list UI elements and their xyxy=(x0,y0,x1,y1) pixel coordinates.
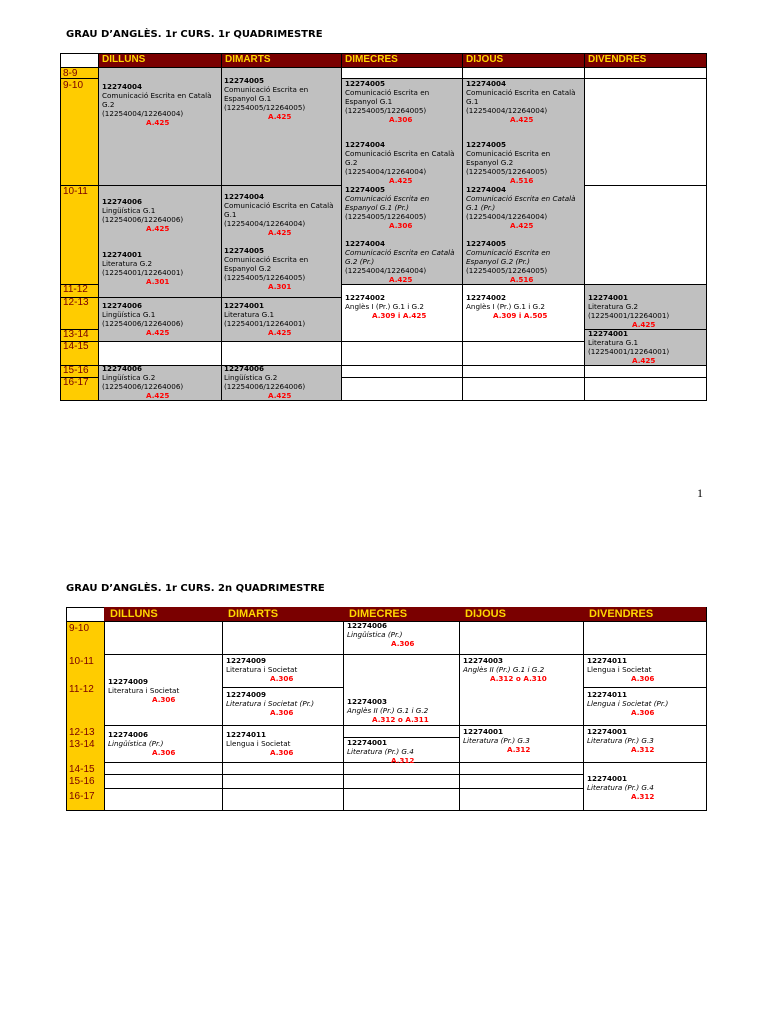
room-label: A.425 xyxy=(146,224,170,233)
day-header-dimarts: DIMARTS xyxy=(222,607,343,621)
course-name: Literatura (Pr.) G.3 xyxy=(463,736,530,745)
course-name: Lingüística G.2 xyxy=(102,373,156,382)
class-entry xyxy=(224,301,305,337)
time-slot: 15-16 xyxy=(63,365,89,376)
course-name: Literatura G.2 xyxy=(588,302,639,311)
course-name: Anglès I (Pr.) G.1 i G.2 xyxy=(345,302,424,311)
class-entry xyxy=(466,185,576,230)
room-label: A.312 o A.311 xyxy=(372,715,429,724)
class-entry xyxy=(108,730,175,757)
time-slot: 9-10 xyxy=(69,623,90,634)
class-entry xyxy=(463,656,547,683)
course-name: Literatura (Pr.) G.4 xyxy=(587,783,654,792)
course-code: 12274004 xyxy=(466,185,507,194)
course-code: 12274005 xyxy=(224,76,265,85)
time-slot: 10-11 xyxy=(69,656,94,667)
class-entry xyxy=(466,79,576,124)
room-label: A.516 xyxy=(510,275,534,284)
course-code: 12274006 xyxy=(347,621,388,630)
room-label: A.425 xyxy=(146,391,170,400)
room-label: A.306 xyxy=(270,748,294,757)
course-name: Llengua i Societat (Pr.) xyxy=(587,699,669,708)
room-label: A.425 xyxy=(146,118,170,127)
room-label: A.301 xyxy=(268,282,292,291)
course-name: Comunicació Escrita en Català xyxy=(224,201,334,210)
course-code: 12274006 xyxy=(108,730,149,739)
room-label: A.312 o A.310 xyxy=(490,674,547,683)
course-name: Comunicació Escrita en xyxy=(345,194,430,203)
course-code: 12274001 xyxy=(588,293,629,302)
room-label: A.306 xyxy=(631,674,655,683)
class-entry xyxy=(587,656,654,683)
course-ids: (12254001/12264001) xyxy=(588,311,670,320)
course-code: 12274001 xyxy=(588,329,629,338)
day-header-dimarts: DIMARTS xyxy=(221,53,341,67)
course-ids: (12254005/12264005) xyxy=(224,273,306,282)
room-label: A.425 xyxy=(146,328,170,337)
course-name: Literatura G.2 xyxy=(102,259,153,268)
course-code: 12274006 xyxy=(102,364,143,373)
course-name: Lingüística G.1 xyxy=(102,206,156,215)
course-name: Comunicació Escrita en Català xyxy=(466,194,576,203)
class-entry xyxy=(345,293,426,320)
course-name: Literatura i Societat xyxy=(108,686,180,695)
course-ids: (12254006/12264006) xyxy=(102,215,184,224)
time-slot: 16-17 xyxy=(69,791,95,802)
course-group: Espanyol G.2 (Pr.) xyxy=(466,257,530,266)
day-header-dijous: DIJOUS xyxy=(462,53,584,67)
class-entry xyxy=(587,774,654,801)
day-header-dimecres: DIMECRES xyxy=(343,607,459,621)
class-entry xyxy=(102,82,212,127)
course-code: 12274004 xyxy=(224,192,265,201)
room-label: A.306 xyxy=(389,221,413,230)
course-name: Comunicació Escrita en xyxy=(345,88,430,97)
course-name: Literatura i Societat xyxy=(226,665,298,674)
class-entry xyxy=(466,293,547,320)
room-label: A.312 xyxy=(631,745,655,754)
room-label: A.309 i A.425 xyxy=(372,311,427,320)
room-label: A.306 xyxy=(152,695,176,704)
course-name: Comunicació Escrita en xyxy=(466,149,551,158)
class-entry xyxy=(224,246,308,291)
course-name: Literatura (Pr.) G.3 xyxy=(587,736,654,745)
course-code: 12274001 xyxy=(463,727,504,736)
course-group: G.1 xyxy=(466,97,479,106)
course-code: 12274005 xyxy=(345,79,386,88)
course-code: 12274005 xyxy=(466,140,507,149)
course-code: 12274009 xyxy=(226,690,267,699)
course-name: Comunicació Escrita en Català xyxy=(102,91,212,100)
course-code: 12274002 xyxy=(345,293,386,302)
day-header-dilluns: DILLUNS xyxy=(98,53,221,67)
course-name: Comunicació Escrita en Català xyxy=(345,149,455,158)
course-code: 12274003 xyxy=(463,656,504,665)
course-name: Literatura i Societat (Pr.) xyxy=(226,699,315,708)
course-group: G.1 (Pr.) xyxy=(466,203,496,212)
class-entry xyxy=(466,140,550,185)
course-name: Anglès II (Pr.) G.1 i G.2 xyxy=(463,665,545,674)
class-entry xyxy=(347,621,414,648)
course-group: Espanyol G.2 xyxy=(466,158,514,167)
course-code: 12274006 xyxy=(224,364,265,373)
day-header-divendres: DIVENDRES xyxy=(584,53,706,67)
class-entry xyxy=(587,690,668,717)
page-number: 1 xyxy=(697,486,703,500)
course-name: Comunicació Escrita en Català xyxy=(466,88,576,97)
course-ids: (12254006/12264006) xyxy=(102,319,184,328)
course-ids: (12254004/12264004) xyxy=(102,109,184,118)
class-entry xyxy=(102,250,183,286)
course-ids: (12254001/12264001) xyxy=(588,347,670,356)
day-header-dilluns: DILLUNS xyxy=(104,607,222,621)
room-label: A.425 xyxy=(268,228,292,237)
class-entry xyxy=(102,364,183,400)
room-label: A.312 xyxy=(507,745,531,754)
course-code: 12274004 xyxy=(345,239,386,248)
room-label: A.425 xyxy=(510,221,534,230)
class-entry xyxy=(588,329,669,365)
class-entry xyxy=(345,79,429,124)
course-ids: (12254001/12264001) xyxy=(102,268,184,277)
course-code: 12274005 xyxy=(466,239,507,248)
course-group: G.1 xyxy=(224,210,237,219)
course-code: 12274009 xyxy=(108,677,149,686)
class-entry xyxy=(466,239,550,284)
time-slot: 15-16 xyxy=(69,776,95,787)
room-label: A.312 xyxy=(631,792,655,801)
course-code: 12274009 xyxy=(226,656,267,665)
class-entry xyxy=(224,76,308,121)
room-label: A.425 xyxy=(632,356,656,365)
class-entry xyxy=(347,738,414,765)
course-ids: (12254005/12264005) xyxy=(345,106,427,115)
course-code: 12274001 xyxy=(587,727,628,736)
course-name: Lingüística G.2 xyxy=(224,373,278,382)
course-name: Anglès II (Pr.) G.1 i G.2 xyxy=(347,706,429,715)
time-slot: 9-10 xyxy=(63,80,84,91)
class-entry xyxy=(108,677,179,704)
course-ids: (12254005/12264005) xyxy=(466,167,548,176)
course-ids: (12254006/12264006) xyxy=(224,382,306,391)
class-entry xyxy=(463,727,530,754)
time-slot: 12-13 xyxy=(69,727,95,738)
course-code: 12274003 xyxy=(347,697,388,706)
course-group: G.2 (Pr.) xyxy=(345,257,375,266)
room-label: A.306 xyxy=(391,639,415,648)
course-group: Espanyol G.1 xyxy=(224,94,272,103)
schedule-title-q2: GRAU D’ANGLÈS. 1r CURS. 2n QUADRIMESTRE xyxy=(66,583,325,594)
class-entry xyxy=(226,730,293,757)
room-label: A.309 i A.505 xyxy=(493,311,548,320)
course-code: 12274001 xyxy=(587,774,628,783)
course-name: Lingüística (Pr.) xyxy=(347,630,403,639)
room-label: A.306 xyxy=(389,115,413,124)
class-entry xyxy=(102,301,183,337)
course-name: Literatura G.1 xyxy=(224,310,275,319)
course-ids: (12254004/12264004) xyxy=(345,167,427,176)
course-name: Llengua i Societat xyxy=(587,665,652,674)
class-entry xyxy=(224,192,334,237)
room-label: A.425 xyxy=(268,328,292,337)
course-ids: (12254001/12264001) xyxy=(224,319,306,328)
course-code: 12274006 xyxy=(102,197,143,206)
course-name: Lingüística (Pr.) xyxy=(108,739,164,748)
course-name: Literatura (Pr.) G.4 xyxy=(347,747,414,756)
course-code: 12274001 xyxy=(102,250,143,259)
course-code: 12274002 xyxy=(466,293,507,302)
room-label: A.425 xyxy=(632,320,656,329)
room-label: A.425 xyxy=(510,115,534,124)
course-code: 12274004 xyxy=(102,82,143,91)
time-slot: 14-15 xyxy=(63,341,89,352)
course-ids: (12254004/12264004) xyxy=(224,219,306,228)
course-name: Anglès I (Pr.) G.1 i G.2 xyxy=(466,302,545,311)
room-label: A.306 xyxy=(631,708,655,717)
time-slot: 11-12 xyxy=(63,284,88,295)
course-group: G.2 xyxy=(102,100,115,109)
course-code: 12274011 xyxy=(226,730,267,739)
time-slot: 14-15 xyxy=(69,764,95,775)
course-code: 12274001 xyxy=(224,301,265,310)
course-code: 12274011 xyxy=(587,690,628,699)
time-slot: 12-13 xyxy=(63,297,89,308)
time-slot: 10-11 xyxy=(63,186,88,197)
course-ids: (12254005/12264005) xyxy=(345,212,427,221)
course-ids: (12254004/12264004) xyxy=(466,212,548,221)
course-ids: (12254006/12264006) xyxy=(102,382,184,391)
course-ids: (12254004/12264004) xyxy=(345,266,427,275)
course-name: Comunicació Escrita en xyxy=(224,85,309,94)
room-label: A.306 xyxy=(270,708,294,717)
class-entry xyxy=(587,727,654,754)
class-entry xyxy=(345,140,455,185)
class-entry xyxy=(345,239,455,284)
day-header-dimecres: DIMECRES xyxy=(341,53,462,67)
course-name: Literatura G.1 xyxy=(588,338,639,347)
course-name: Lingüística G.1 xyxy=(102,310,156,319)
class-entry xyxy=(226,656,297,683)
course-ids: (12254005/12264005) xyxy=(466,266,548,275)
course-group: Espanyol G.1 (Pr.) xyxy=(345,203,409,212)
room-label: A.306 xyxy=(152,748,176,757)
room-label: A.312 xyxy=(391,756,415,765)
schedule-title-q1: GRAU D’ANGLÈS. 1r CURS. 1r QUADRIMESTRE xyxy=(66,29,323,40)
room-label: A.425 xyxy=(389,176,413,185)
day-header-divendres: DIVENDRES xyxy=(583,607,706,621)
room-label: A.516 xyxy=(510,176,534,185)
course-code: 12274004 xyxy=(345,140,386,149)
time-slot: 13-14 xyxy=(69,739,95,750)
time-slot: 11-12 xyxy=(69,684,94,695)
day-header-dijous: DIJOUS xyxy=(459,607,583,621)
room-label: A.425 xyxy=(268,112,292,121)
course-name: Comunicació Escrita en xyxy=(466,248,551,257)
course-ids: (12254005/12264005) xyxy=(224,103,306,112)
time-slot: 8-9 xyxy=(63,68,78,79)
course-group: G.2 xyxy=(345,158,358,167)
course-name: Llengua i Societat xyxy=(226,739,291,748)
course-name: Comunicació Escrita en xyxy=(224,255,309,264)
class-entry xyxy=(588,293,669,329)
room-label: A.306 xyxy=(270,674,294,683)
room-label: A.301 xyxy=(146,277,170,286)
course-code: 12274004 xyxy=(466,79,507,88)
course-code: 12274006 xyxy=(102,301,143,310)
class-entry xyxy=(102,197,183,233)
course-name: Comunicació Escrita en Català xyxy=(345,248,455,257)
time-slot: 16-17 xyxy=(63,377,89,388)
room-label: A.425 xyxy=(389,275,413,284)
class-entry xyxy=(226,690,314,717)
class-entry xyxy=(224,364,305,400)
course-ids: (12254004/12264004) xyxy=(466,106,548,115)
class-entry xyxy=(347,697,429,724)
room-label: A.425 xyxy=(268,391,292,400)
course-code: 12274005 xyxy=(224,246,265,255)
course-code: 12274005 xyxy=(345,185,386,194)
time-slot: 13-14 xyxy=(63,329,89,340)
course-group: Espanyol G.2 xyxy=(224,264,272,273)
course-code: 12274011 xyxy=(587,656,628,665)
course-group: Espanyol G.1 xyxy=(345,97,393,106)
course-code: 12274001 xyxy=(347,738,388,747)
class-entry xyxy=(345,185,429,230)
